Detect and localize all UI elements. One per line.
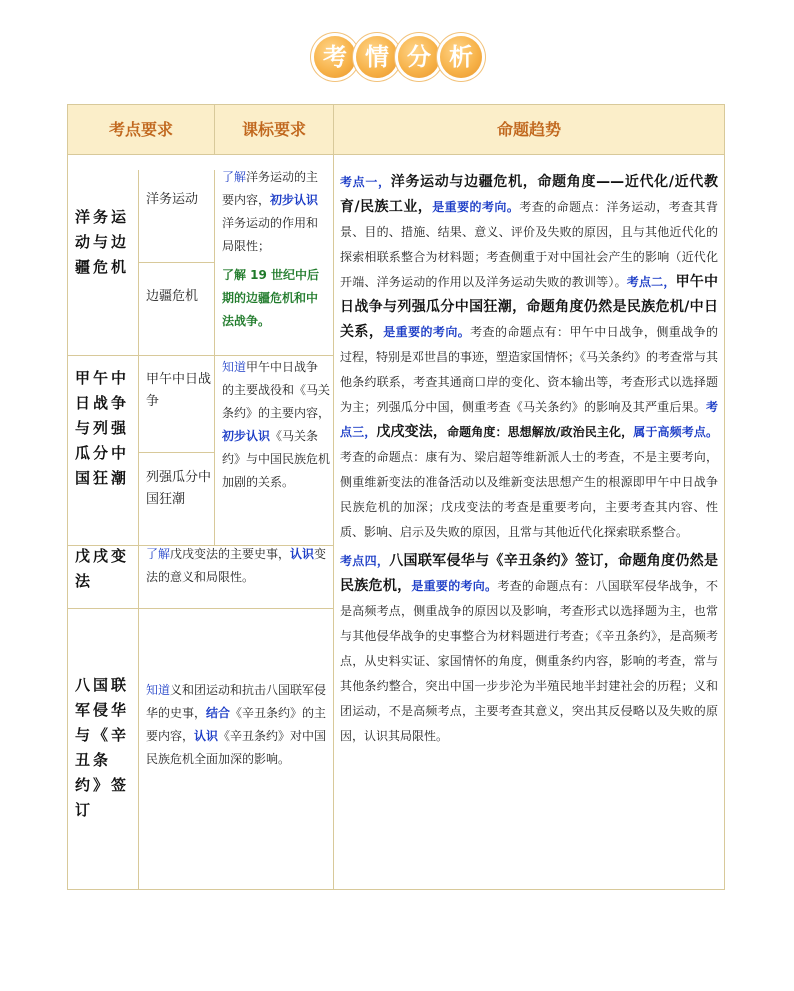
grid-line — [139, 262, 214, 263]
title-char-4: 析 — [440, 36, 482, 78]
grid-line — [67, 608, 333, 609]
req-jiawu: 知道甲午中日战争的主要战役和《马关条约》的主要内容，初步认识《马关条约》与中国民族危机加剧的关系。 — [222, 360, 331, 489]
trend-text — [340, 170, 718, 749]
topic-jiawu: 甲午中日战争与列强瓜分中国狂潮 — [75, 369, 130, 487]
trend-point-4: 考点四，八国联军侵华与《辛丑条约》签订，命题角度仍然是民族危机，是重要的考向。考查的命题点有：八国联军侵华战争，不是高频考点，侧重战争的原因以及影响，考查形式以选择题为主，也常与其他侵华战争的史事整合为材料题进行考查；《辛丑条约》，是高频考点，从史料实证、家国情怀的角度，侧重条约内容，影响的考查，常与其他条约整合，突出中国一步步沦为半殖民地半封建社会的历程；义和团运动，不是高频考点，主要考查其意义，突出其反侵略以及失败的原因，认识其局限性。 — [340, 553, 718, 743]
section-title — [0, 36, 794, 84]
req-wuxu: 了解戊戌变法的主要史事，认识变法的意义和局限性。 — [146, 547, 327, 584]
title-char-3: 分 — [398, 36, 440, 78]
grid-line — [139, 452, 214, 453]
req-baguo: 知道义和团运动和抗击八国联军侵华的史事，结合《辛丑条约》的主要内容，认识《辛丑条约》对中国民族危机全面加深的影响。 — [146, 683, 327, 766]
req-bianjiang: 了解 19 世纪中后期的边疆危机和中法战争。 — [222, 268, 320, 328]
header-curriculum: 课标要求 — [214, 104, 334, 155]
req-yangwu: 了解洋务运动的主要内容，初步认识洋务运动的作用和局限性； — [222, 170, 319, 253]
topic-baguo: 八国联军侵华与《辛丑条约》签订 — [75, 676, 130, 819]
header-trend: 命题趋势 — [333, 104, 725, 155]
sub-guafen: 列强瓜分中国狂潮 — [146, 470, 212, 507]
grid-line — [138, 170, 139, 890]
trend-point-1: 考点一，洋务运动与边疆危机，命题角度——近代化/近代教育/民族工业，是重要的考向。考查的命题点：洋务运动，考查其背景、目的、措施、结果、意义、评价及失败的原因，且与其他近代化的探索相联系整合为材料题；考查侧重于对中国社会产生的影响（近代化开端、洋务运动的作用以及洋务运动失败的教训等）。考点二，甲午中日战争与列强瓜分中国狂潮，命题角度仍然是民族危机/中日关系，是重要的考向。考查的命题点有：甲午中日战争，侧重战争的过程，特别是邓世昌的事迹，塑造家国情怀；《马关条约》的考查常与其他条约联系，考查其通商口岸的变化、资本输出等，考查形式以选择题为主；列强瓜分中国，侧重考查《马关条约》的影响及其严重后果。考点三，戊戌变法，命题角度：思想解放/政治民主化，属于高频考点。考查的命题点：康有为、梁启超等维新派人士的考查，不是主要考向，侧重维新变法的准备活动以及维新变法思想产生的根源即甲午中日战争民族危机的加深；戊戌变法的考查是重要考向，主要考查其内容、性质、影响、启示及失败的原因，且常与其他近代化探索联系整合。 — [340, 174, 719, 539]
title-char-1: 考 — [314, 36, 356, 78]
grid-line — [214, 170, 215, 546]
sub-yangwu: 洋务运动 — [146, 192, 199, 207]
sub-jiawu: 甲午中日战争 — [146, 372, 212, 409]
title-char-2: 情 — [356, 36, 398, 78]
grid-line — [333, 155, 334, 890]
topic-wuxu: 戊戌变法 — [75, 547, 130, 590]
topic-yangwu: 洋务运动与边疆危机 — [75, 208, 130, 276]
sub-bianjiang: 边疆危机 — [146, 289, 199, 304]
header-topic: 考点要求 — [67, 104, 215, 155]
